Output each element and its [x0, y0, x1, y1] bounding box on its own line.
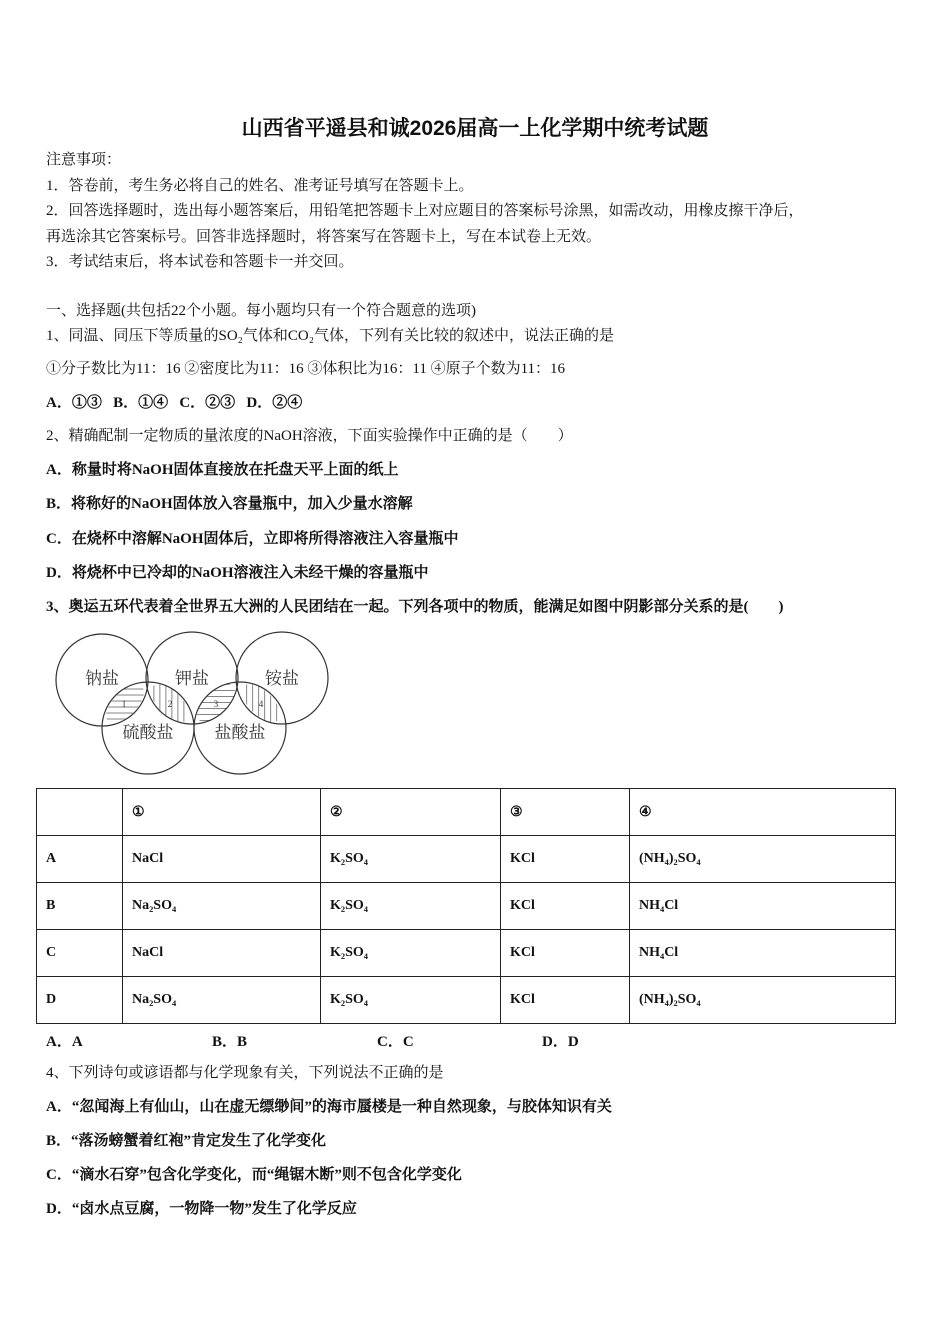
table-cell: K₂SO₄ [321, 977, 501, 1024]
page-title: 山西省平遥县和诚2026届高一上化学期中统考试题 [241, 117, 709, 140]
table-row [37, 836, 896, 883]
table-row [37, 930, 896, 977]
ring-label: 钠盐 [85, 669, 119, 688]
table-cell [37, 789, 123, 836]
q2-option: A．称量时将NaOH固体直接放在托盘天平上面的纸上 [46, 462, 399, 478]
table-cell: (NH₄)₂SO₄ [630, 836, 896, 883]
q1-statements: ①分子数比为11：16 ②密度比为11：16 ③体积比为16：11 ④原子个数为11：16 [46, 361, 566, 377]
table-cell: ③ [501, 789, 630, 836]
table-cell: B [37, 883, 123, 930]
q4-option: B．“落汤螃蟹着红袍”肯定发生了化学变化 [46, 1133, 327, 1149]
q1-stem: 1、同温、同压下等质量的SO₂气体和CO₂气体，下列有关比较的叙述中，说法正确的是 [46, 328, 614, 344]
q2-option: D．将烧杯中已冷却的NaOH溶液注入未经干燥的容量瓶中 [46, 565, 429, 581]
q3-answer-option: C．C [377, 1034, 414, 1050]
notice-heading: 注意事项： [46, 152, 122, 168]
q3-answer-option: A．A [46, 1034, 83, 1050]
table-cell: ② [321, 789, 501, 836]
q2-stem: 2、精确配制一定物质的量浓度的NaOH溶液，下面实验操作中正确的是（ ） [46, 428, 573, 444]
table-cell: K₂SO₄ [321, 930, 501, 977]
table-cell: K₂SO₄ [321, 883, 501, 930]
q4-stem: 4、下列诗句或谚语都与化学现象有关，下列说法不正确的是 [46, 1065, 444, 1081]
q2-option: C．在烧杯中溶解NaOH固体后，立即将所得溶液注入容量瓶中 [46, 531, 459, 547]
q1-options: A．①③ B．①④ C．②③ D．②④ [46, 395, 303, 411]
table-cell: NaCl [123, 930, 321, 977]
table-cell: NH₄Cl [630, 883, 896, 930]
table-row [37, 883, 896, 930]
table-cell: ④ [630, 789, 896, 836]
table-cell: KCl [501, 930, 630, 977]
table-cell: KCl [501, 836, 630, 883]
table-row [37, 977, 896, 1024]
q2-option: B．将称好的NaOH固体放入容量瓶中，加入少量水溶解 [46, 496, 413, 512]
table-cell: D [37, 977, 123, 1024]
table-cell: KCl [501, 977, 630, 1024]
table-cell: (NH₄)₂SO₄ [630, 977, 896, 1024]
table-cell: A [37, 836, 123, 883]
olympic-rings-diagram [50, 630, 340, 775]
ring-label: 钾盐 [175, 669, 209, 688]
table-cell: KCl [501, 883, 630, 930]
notice-item: 2．回答选择题时，选出每小题答案后，用铅笔把答题卡上对应题目的答案标号涂黑，如需改动，用橡皮擦干净后， [46, 203, 804, 219]
ring-label: 铵盐 [265, 669, 299, 688]
notice-item: 3．考试结束后，将本试卷和答题卡一并交回。 [46, 254, 354, 270]
region-label: 2 [167, 699, 173, 709]
notice-item: 1．答卷前，考生务必将自己的姓名、准考证号填写在答题卡上。 [46, 178, 474, 194]
q3-answer-option: B．B [212, 1034, 248, 1050]
table-cell: NaCl [123, 836, 321, 883]
ring-label: 硫酸盐 [122, 723, 174, 742]
table-cell: ① [123, 789, 321, 836]
q3-stem: 3、奥运五环代表着全世界五大洲的人民团结在一起。下列各项中的物质，能满足如图中阴影部分关系的是( ) [46, 599, 784, 615]
ring-label: 盐酸盐 [214, 723, 266, 742]
table-header-row [37, 789, 896, 836]
q3-table [36, 788, 896, 1024]
notice-item: 再选涂其它答案标号。回答非选择题时，将答案写在答题卡上，写在本试卷上无效。 [46, 229, 602, 245]
table-cell: Na₂SO₄ [123, 883, 321, 930]
q4-option: A．“忽闻海上有仙山，山在虚无缥缈间”的海市蜃楼是一种自然现象，与胶体知识有关 [46, 1099, 612, 1115]
q3-answer-option: D．D [542, 1034, 579, 1050]
table-cell: Na₂SO₄ [123, 977, 321, 1024]
region-label: 1 [121, 699, 127, 709]
table-cell: K₂SO₄ [321, 836, 501, 883]
region-label: 4 [258, 699, 264, 709]
table-cell: C [37, 930, 123, 977]
table-cell: NH₄Cl [630, 930, 896, 977]
region-label: 3 [213, 699, 219, 709]
q4-option: C．“滴水石穿”包含化学变化，而“绳锯木断”则不包含化学变化 [46, 1167, 462, 1183]
section-heading: 一、选择题(共包括22个小题。每小题均只有一个符合题意的选项) [46, 303, 476, 319]
q4-option: D．“卤水点豆腐，一物降一物”发生了化学反应 [46, 1201, 357, 1217]
